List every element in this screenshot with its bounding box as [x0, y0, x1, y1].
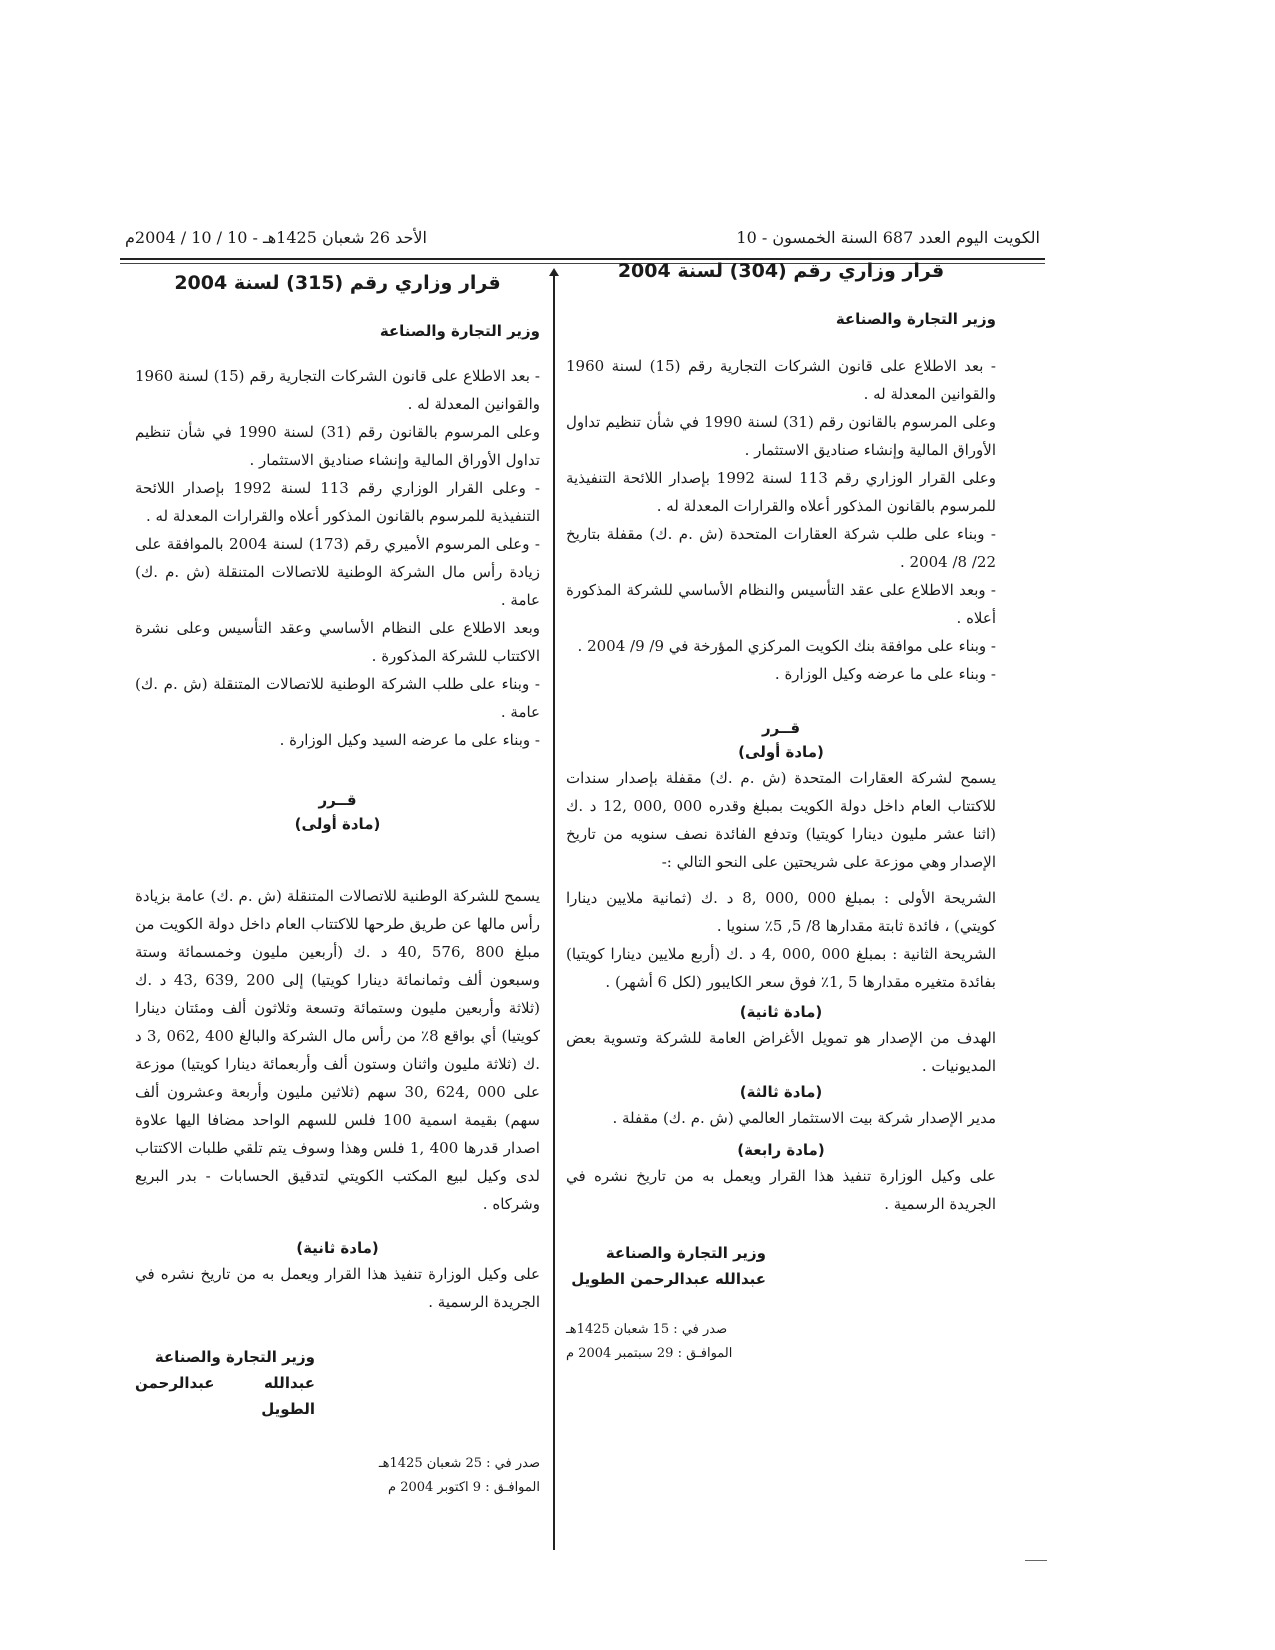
signature-block [135, 1344, 540, 1422]
page-corner-mark [1025, 1560, 1047, 1561]
decision-title: قرار وزاري رقم (315) لسنة 2004 [174, 272, 501, 294]
preamble-item: - وبناء على ما عرضه السيد وكيل الوزارة . [279, 731, 540, 749]
article-1-text: يسمح لشركة العقارات المتحدة (ش .م .ك) مقفلة بإصدار سندات للاكتتاب العام داخل دولة الكويت بمبلغ وقدره 000 ,000 ,12 د .ك (اثنا عشر مليون دينارا كويتيا) وتدفع الفائدة نصف سنويه من تاريخ الإصدار وهي موزعة على شريحتين على النحو التالي :- [566, 769, 996, 871]
article-4-title: (مادة رابعة) [737, 1141, 825, 1159]
decided-heading: قــرر [318, 791, 357, 809]
divider-arrow-icon [549, 268, 559, 276]
preamble-item: وعلى القرار الوزاري رقم 113 لسنة 1992 بإصدار اللائحة التنفيذية للمرسوم بالقانون المذكور أعلاه والقرارات المعدلة له . [566, 469, 996, 515]
issuing-minister: وزير التجارة والصناعة [379, 322, 540, 340]
preamble [566, 352, 996, 688]
issue-date-block [566, 1318, 996, 1366]
preamble-item: - بعد الاطلاع على قانون الشركات التجارية رقم (15) لسنة 1960 والقوانين المعدلة له . [135, 367, 540, 413]
header-issue-info: الكويت اليوم العدد 687 السنة الخمسون - 10 [736, 228, 1040, 247]
signature-title: وزير التجارة والصناعة [605, 1244, 766, 1262]
preamble-item: - وبناء على موافقة بنك الكويت المركزي المؤرخة في 9/ 9/ 2004 . [577, 637, 996, 655]
article-3-text: مدير الإصدار شركة بيت الاستثمار العالمي (ش .م .ك) مقفلة . [612, 1109, 996, 1127]
preamble-item: - وبعد الاطلاع على عقد التأسيس والنظام الأساسي للشركة المذكورة أعلاه . [566, 581, 996, 627]
preamble-item: وبعد الاطلاع على النظام الأساسي وعقد التأسيس وعلى نشرة الاكتتاب للشركة المذكورة . [135, 619, 540, 665]
preamble-item: - وعلى القرار الوزاري رقم 113 لسنة 1992 بإصدار اللائحة التنفيذية للمرسوم بالقانون المذكور أعلاه والقرارات المعدلة له . [135, 479, 540, 525]
column-divider [553, 272, 555, 1550]
tranche-1: الشريحة الأولى : بمبلغ 000 ,000 ,8 د .ك (ثمانية ملايين دينارا كويتي) ، فائدة ثابتة مقدارها 8/ 5, 5٪ سنويا . [566, 889, 996, 935]
preamble-item: وعلى المرسوم بالقانون رقم (31) لسنة 1990 في شأن تنظيم تداول الأوراق المالية وإنشاء صناديق الاستثمار . [135, 423, 540, 469]
preamble-item: - وبناء على طلب الشركة الوطنية للاتصالات المتنقلة (ش .م .ك) عامة . [135, 675, 540, 721]
corresponding-date: الموافـق : 9 اكتوبر 2004 م [388, 1480, 540, 1495]
article-3-title: (مادة ثالثة) [739, 1083, 823, 1101]
preamble-item: وعلى المرسوم بالقانون رقم (31) لسنة 1990 في شأن تنظيم تداول الأوراق المالية وإنشاء صناديق الاستثمار . [566, 413, 996, 459]
tranche-2: الشريحة الثانية : بمبلغ 000 ,000 ,4 د .ك (أربع ملايين دينارا كويتيا) بفائدة متغيره مقدارها 5 ,1٪ فوق سعر الكايبور (لكل 6 أشهر) . [566, 945, 996, 991]
article-2-text: على وكيل الوزارة تنفيذ هذا القرار ويعمل به من تاريخ نشره في الجريدة الرسمية . [135, 1265, 540, 1311]
signature-title: وزير التجارة والصناعة [154, 1348, 315, 1366]
decision-title: قرار وزاري رقم (304) لسنة 2004 [617, 260, 945, 282]
issued-date: صدر في : 25 شعبان 1425هـ [378, 1456, 540, 1471]
decision-315 [135, 272, 540, 1500]
decision-304 [566, 260, 996, 1366]
signature-name: عبدالله عبدالرحمن الطويل [571, 1270, 766, 1288]
article-2-title: (مادة ثانية) [296, 1239, 379, 1257]
issued-date: صدر في : 15 شعبان 1425هـ [566, 1322, 728, 1337]
article-1-title: (مادة أولى) [738, 743, 824, 761]
header-date: الأحد 26 شعبان 1425هـ - 10 / 10 / 2004م [125, 228, 427, 247]
issue-date-block [135, 1452, 540, 1500]
preamble-item: - وبناء على ما عرضه وكيل الوزارة . [774, 665, 996, 683]
signature-name: عبدالله عبدالرحمن الطويل [135, 1374, 315, 1418]
article-2-text: الهدف من الإصدار هو تمويل الأغراض العامة للشركة وتسوية بعض المديونيات . [566, 1029, 996, 1075]
article-2-title: (مادة ثانية) [739, 1003, 823, 1021]
page-header [125, 228, 1040, 258]
corresponding-date: الموافـق : 29 سبتمبر 2004 م [566, 1346, 733, 1361]
issuing-minister: وزير التجارة والصناعة [835, 310, 996, 328]
article-4-text: على وكيل الوزارة تنفيذ هذا القرار ويعمل به من تاريخ نشره في الجريدة الرسمية . [566, 1167, 996, 1213]
article-1-text: يسمح للشركة الوطنية للاتصالات المتنقلة (ش .م .ك) عامة بزيادة رأس مالها عن طريق طرحها للاكتتاب العام داخل دولة الكويت من مبلغ 800 ,576 ,40 د .ك (أربعين مليون وخمسمائة وستة وسبعون ألف وثمانمائة دينارا كويتيا) إلى 200 ,639 ,43 د .ك (ثلاثة وأربعين مليون وستمائة وتسعة وثلاثون ألف ومئتان دينارا كويتيا) أي بواقع 8٪ من رأس مال الشركة والبالغ 400 ,062 ,3 د .ك (ثلاثة مليون واثنان وستون ألف وأربعمائة دينارا كويتيا) موزعة على 000 ,624 ,30 سهم (ثلاثين مليون وأربعة وعشرون ألف سهم) بقيمة اسمية 100 فلس للسهم الواحد مضافا اليها علاوة اصدار قدرها 400 ,1 فلس وهذا وسوف يتم تلقي طلبات الاكتتاب لدى وكيل لبيع المكتب الكويتي لتدقيق الحسابات - بدر البريع وشركاه . [135, 887, 540, 1213]
preamble-item: - وعلى المرسوم الأميري رقم (173) لسنة 2004 بالموافقة على زيادة رأس مال الشركة الوطنية للاتصالات المتنقلة (ش .م .ك) عامة . [135, 535, 540, 609]
article-1-title: (مادة أولى) [294, 815, 381, 833]
preamble [135, 362, 540, 754]
preamble-item: - وبناء على طلب شركة العقارات المتحدة (ش .م .ك) مقفلة بتاريخ 22/ 8/ 2004 . [566, 525, 996, 571]
preamble-item: - بعد الاطلاع على قانون الشركات التجارية رقم (15) لسنة 1960 والقوانين المعدلة له . [566, 357, 996, 403]
signature-block [566, 1240, 996, 1292]
decided-heading: قــرر [761, 719, 801, 737]
